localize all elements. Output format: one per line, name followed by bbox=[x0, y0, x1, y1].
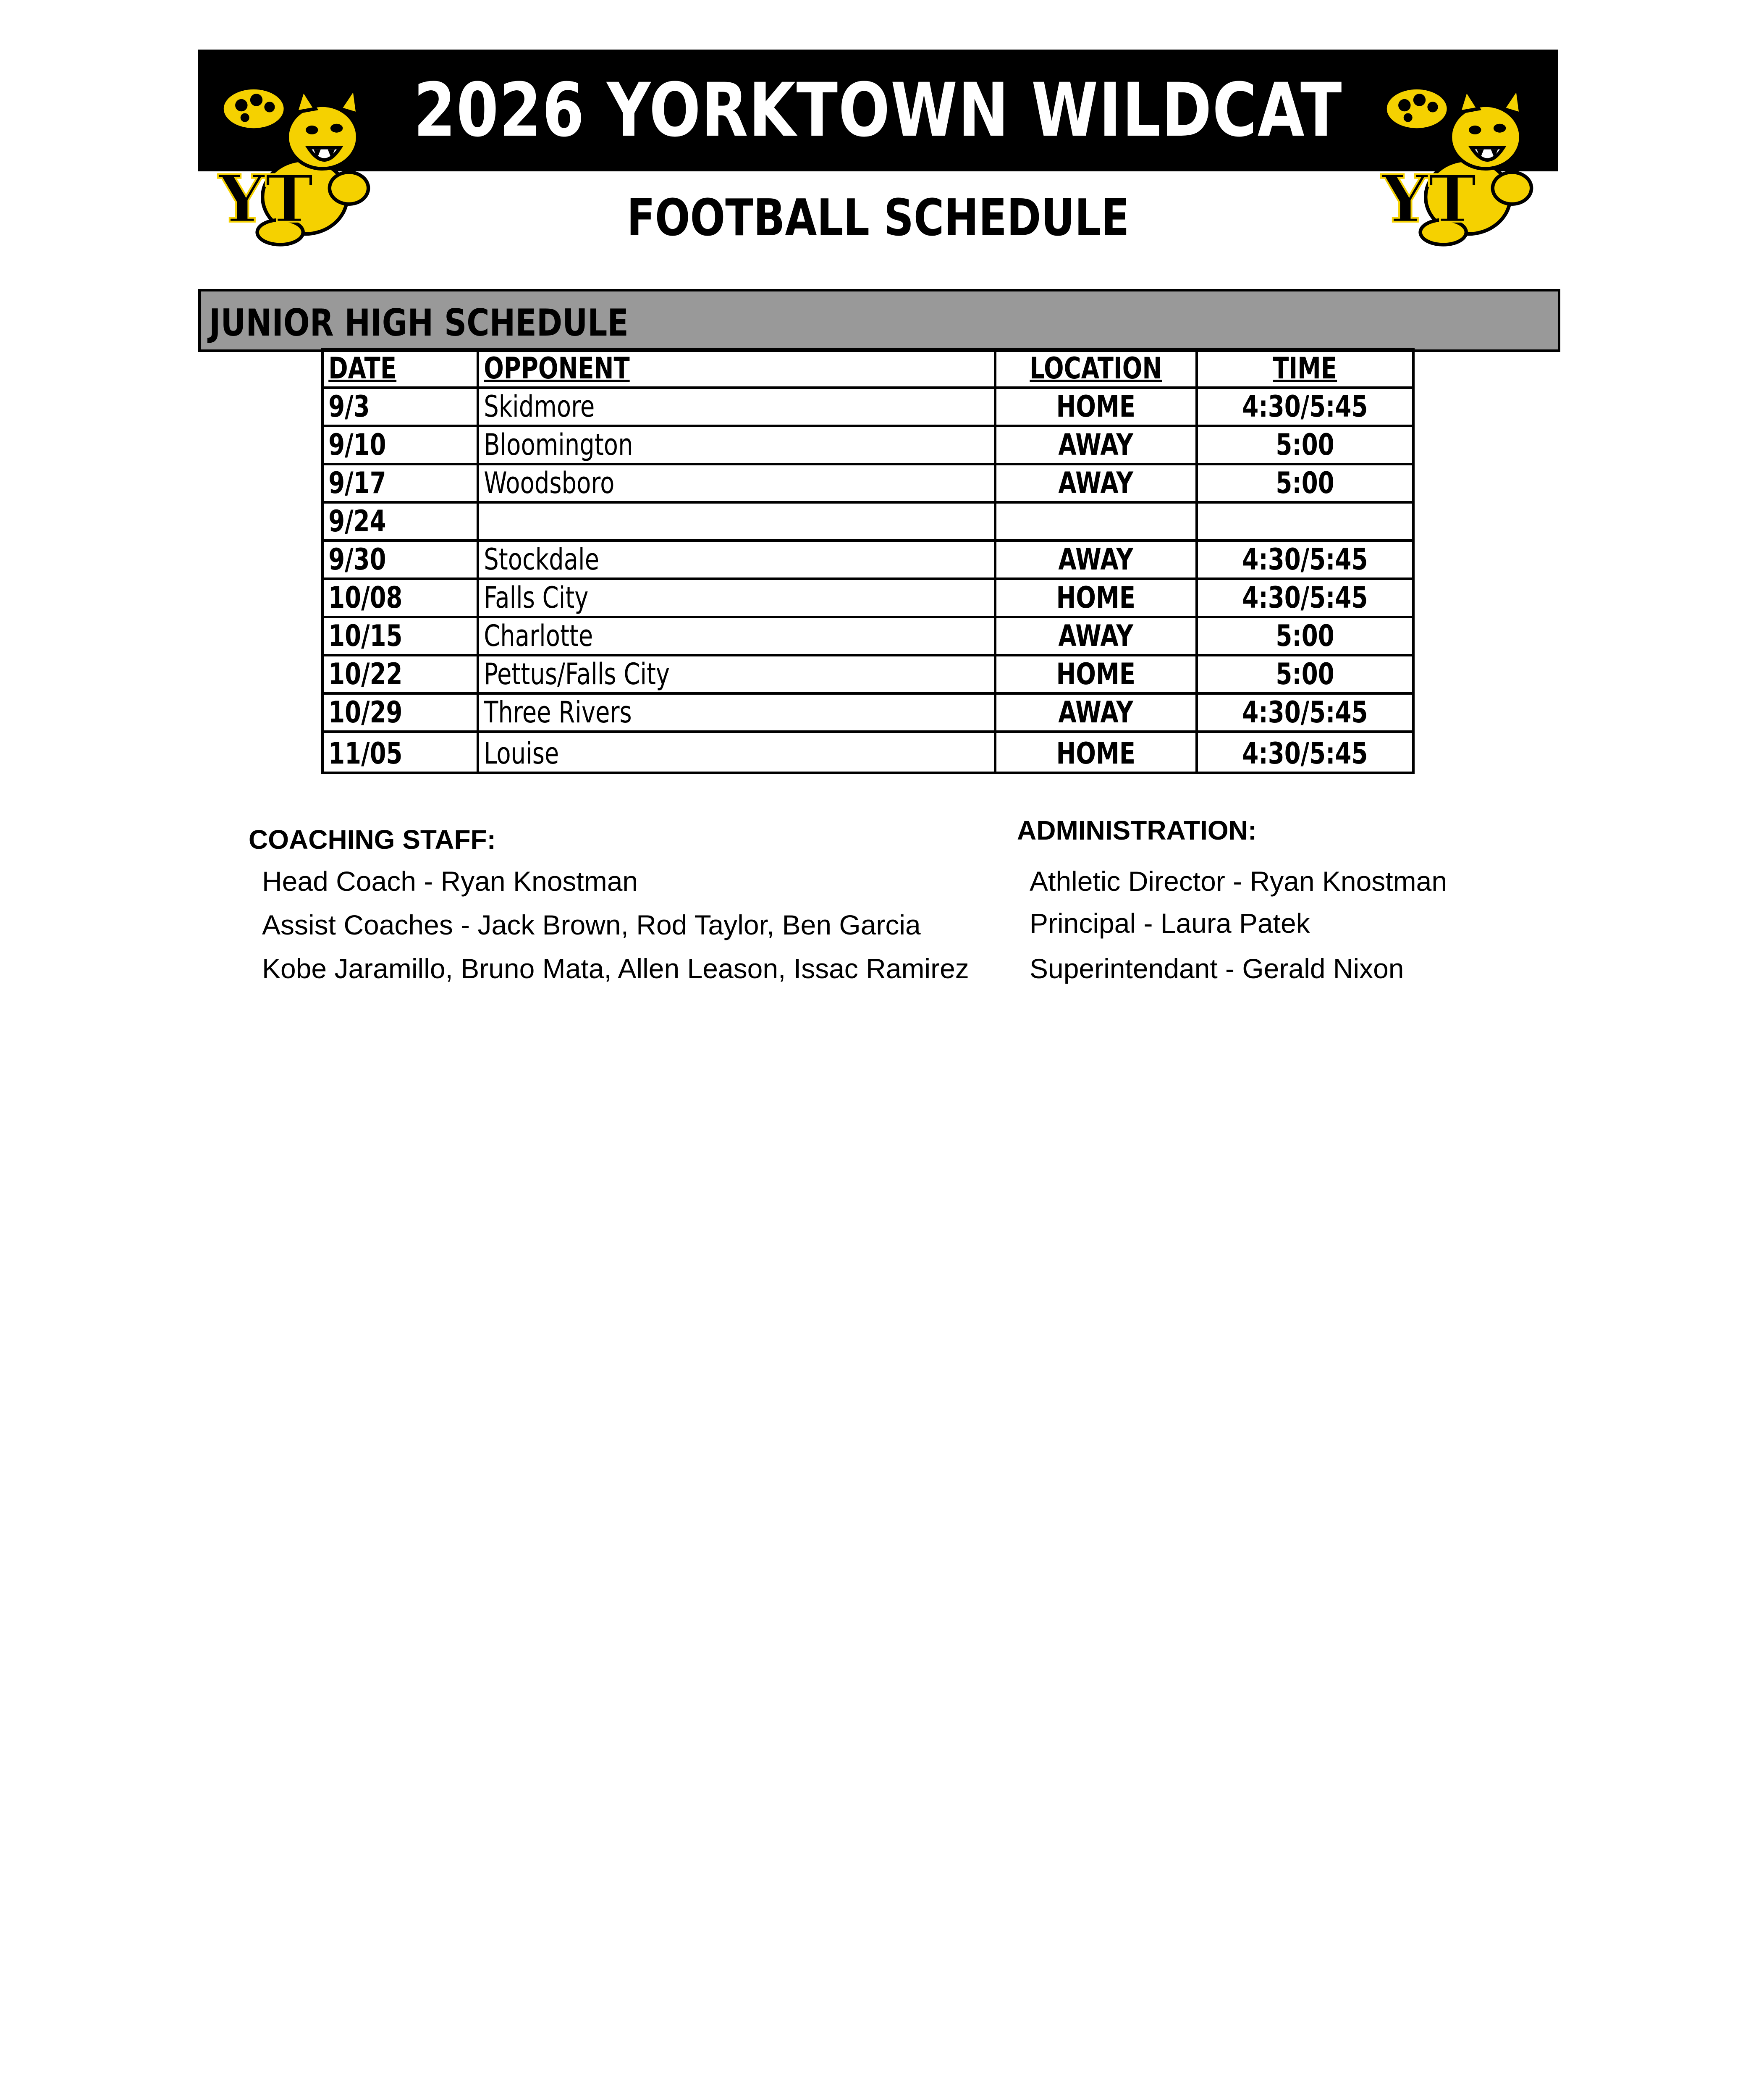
cell-opponent: Louise bbox=[478, 732, 995, 773]
table-row bbox=[322, 388, 1413, 426]
administration-line: Principal - Laura Patek bbox=[1030, 908, 1310, 939]
wildcat-mascot-icon bbox=[1371, 74, 1547, 250]
table-row bbox=[322, 732, 1413, 773]
cell-date: 11/05 bbox=[322, 732, 478, 773]
column-header-location: LOCATION bbox=[995, 349, 1197, 388]
cell-time: 5:00 bbox=[1197, 426, 1413, 464]
coaching-staff-line: Head Coach - Ryan Knostman bbox=[262, 866, 638, 897]
cell-location: AWAY bbox=[995, 541, 1197, 579]
cell-opponent: Three Rivers bbox=[478, 693, 995, 732]
cell-date: 10/29 bbox=[322, 693, 478, 732]
cell-time: 5:00 bbox=[1197, 464, 1413, 502]
table-row bbox=[322, 426, 1413, 464]
wildcat-logo-right bbox=[1371, 74, 1547, 250]
cell-date: 9/3 bbox=[322, 388, 478, 426]
section-title: JUNIOR HIGH SCHEDULE bbox=[209, 301, 629, 344]
table-row bbox=[322, 617, 1413, 655]
cell-opponent bbox=[478, 502, 995, 541]
cell-location: AWAY bbox=[995, 617, 1197, 655]
cell-location: HOME bbox=[995, 732, 1197, 773]
cell-time: 4:30/5:45 bbox=[1197, 732, 1413, 773]
column-header-time: TIME bbox=[1197, 349, 1413, 388]
cell-opponent: Pettus/Falls City bbox=[478, 655, 995, 693]
schedule-table bbox=[321, 348, 1415, 774]
page-title: 2026 YORKTOWN WILDCAT bbox=[413, 67, 1343, 153]
cell-time: 5:00 bbox=[1197, 655, 1413, 693]
cell-location: HOME bbox=[995, 388, 1197, 426]
table-row bbox=[322, 464, 1413, 502]
cell-date: 10/15 bbox=[322, 617, 478, 655]
cell-date: 9/24 bbox=[322, 502, 478, 541]
table-row bbox=[322, 541, 1413, 579]
cell-time: 4:30/5:45 bbox=[1197, 579, 1413, 617]
wildcat-logo-left bbox=[208, 74, 384, 250]
cell-opponent: Stockdale bbox=[478, 541, 995, 579]
table-row bbox=[322, 502, 1413, 541]
cell-time: 4:30/5:45 bbox=[1197, 541, 1413, 579]
cell-opponent: Falls City bbox=[478, 579, 995, 617]
table-row bbox=[322, 693, 1413, 732]
cell-date: 10/08 bbox=[322, 579, 478, 617]
table-row bbox=[322, 579, 1413, 617]
cell-date: 10/22 bbox=[322, 655, 478, 693]
cell-time: 5:00 bbox=[1197, 617, 1413, 655]
cell-date: 9/17 bbox=[322, 464, 478, 502]
cell-opponent: Woodsboro bbox=[478, 464, 995, 502]
coaching-staff-heading: COACHING STAFF: bbox=[249, 824, 496, 855]
cell-opponent: Skidmore bbox=[478, 388, 995, 426]
cell-time bbox=[1197, 502, 1413, 541]
cell-location bbox=[995, 502, 1197, 541]
coaching-staff-line: Kobe Jaramillo, Bruno Mata, Allen Leason, Issac Ramirez bbox=[262, 953, 969, 984]
cell-time: 4:30/5:45 bbox=[1197, 693, 1413, 732]
cell-opponent: Charlotte bbox=[478, 617, 995, 655]
cell-location: HOME bbox=[995, 655, 1197, 693]
cell-location: AWAY bbox=[995, 693, 1197, 732]
column-header-date: DATE bbox=[322, 349, 478, 388]
administration-heading: ADMINISTRATION: bbox=[1017, 815, 1257, 845]
coaching-staff-line: Assist Coaches - Jack Brown, Rod Taylor, Ben Garcia bbox=[262, 909, 921, 940]
table-row bbox=[322, 655, 1413, 693]
table-header-row bbox=[322, 349, 1413, 388]
column-header-opponent: OPPONENT bbox=[478, 349, 995, 388]
administration-line: Athletic Director - Ryan Knostman bbox=[1030, 866, 1447, 897]
cell-location: HOME bbox=[995, 579, 1197, 617]
administration-line: Superintendant - Gerald Nixon bbox=[1030, 953, 1404, 984]
section-header bbox=[198, 289, 1560, 352]
logo-letters: YT bbox=[218, 160, 314, 237]
cell-location: AWAY bbox=[995, 464, 1197, 502]
cell-time: 4:30/5:45 bbox=[1197, 388, 1413, 426]
wildcat-mascot-icon bbox=[208, 74, 384, 250]
cell-date: 9/10 bbox=[322, 426, 478, 464]
cell-date: 9/30 bbox=[322, 541, 478, 579]
cell-location: AWAY bbox=[995, 426, 1197, 464]
cell-opponent: Bloomington bbox=[478, 426, 995, 464]
logo-letters: YT bbox=[1381, 160, 1477, 237]
page-subtitle: FOOTBALL SCHEDULE bbox=[626, 189, 1130, 247]
